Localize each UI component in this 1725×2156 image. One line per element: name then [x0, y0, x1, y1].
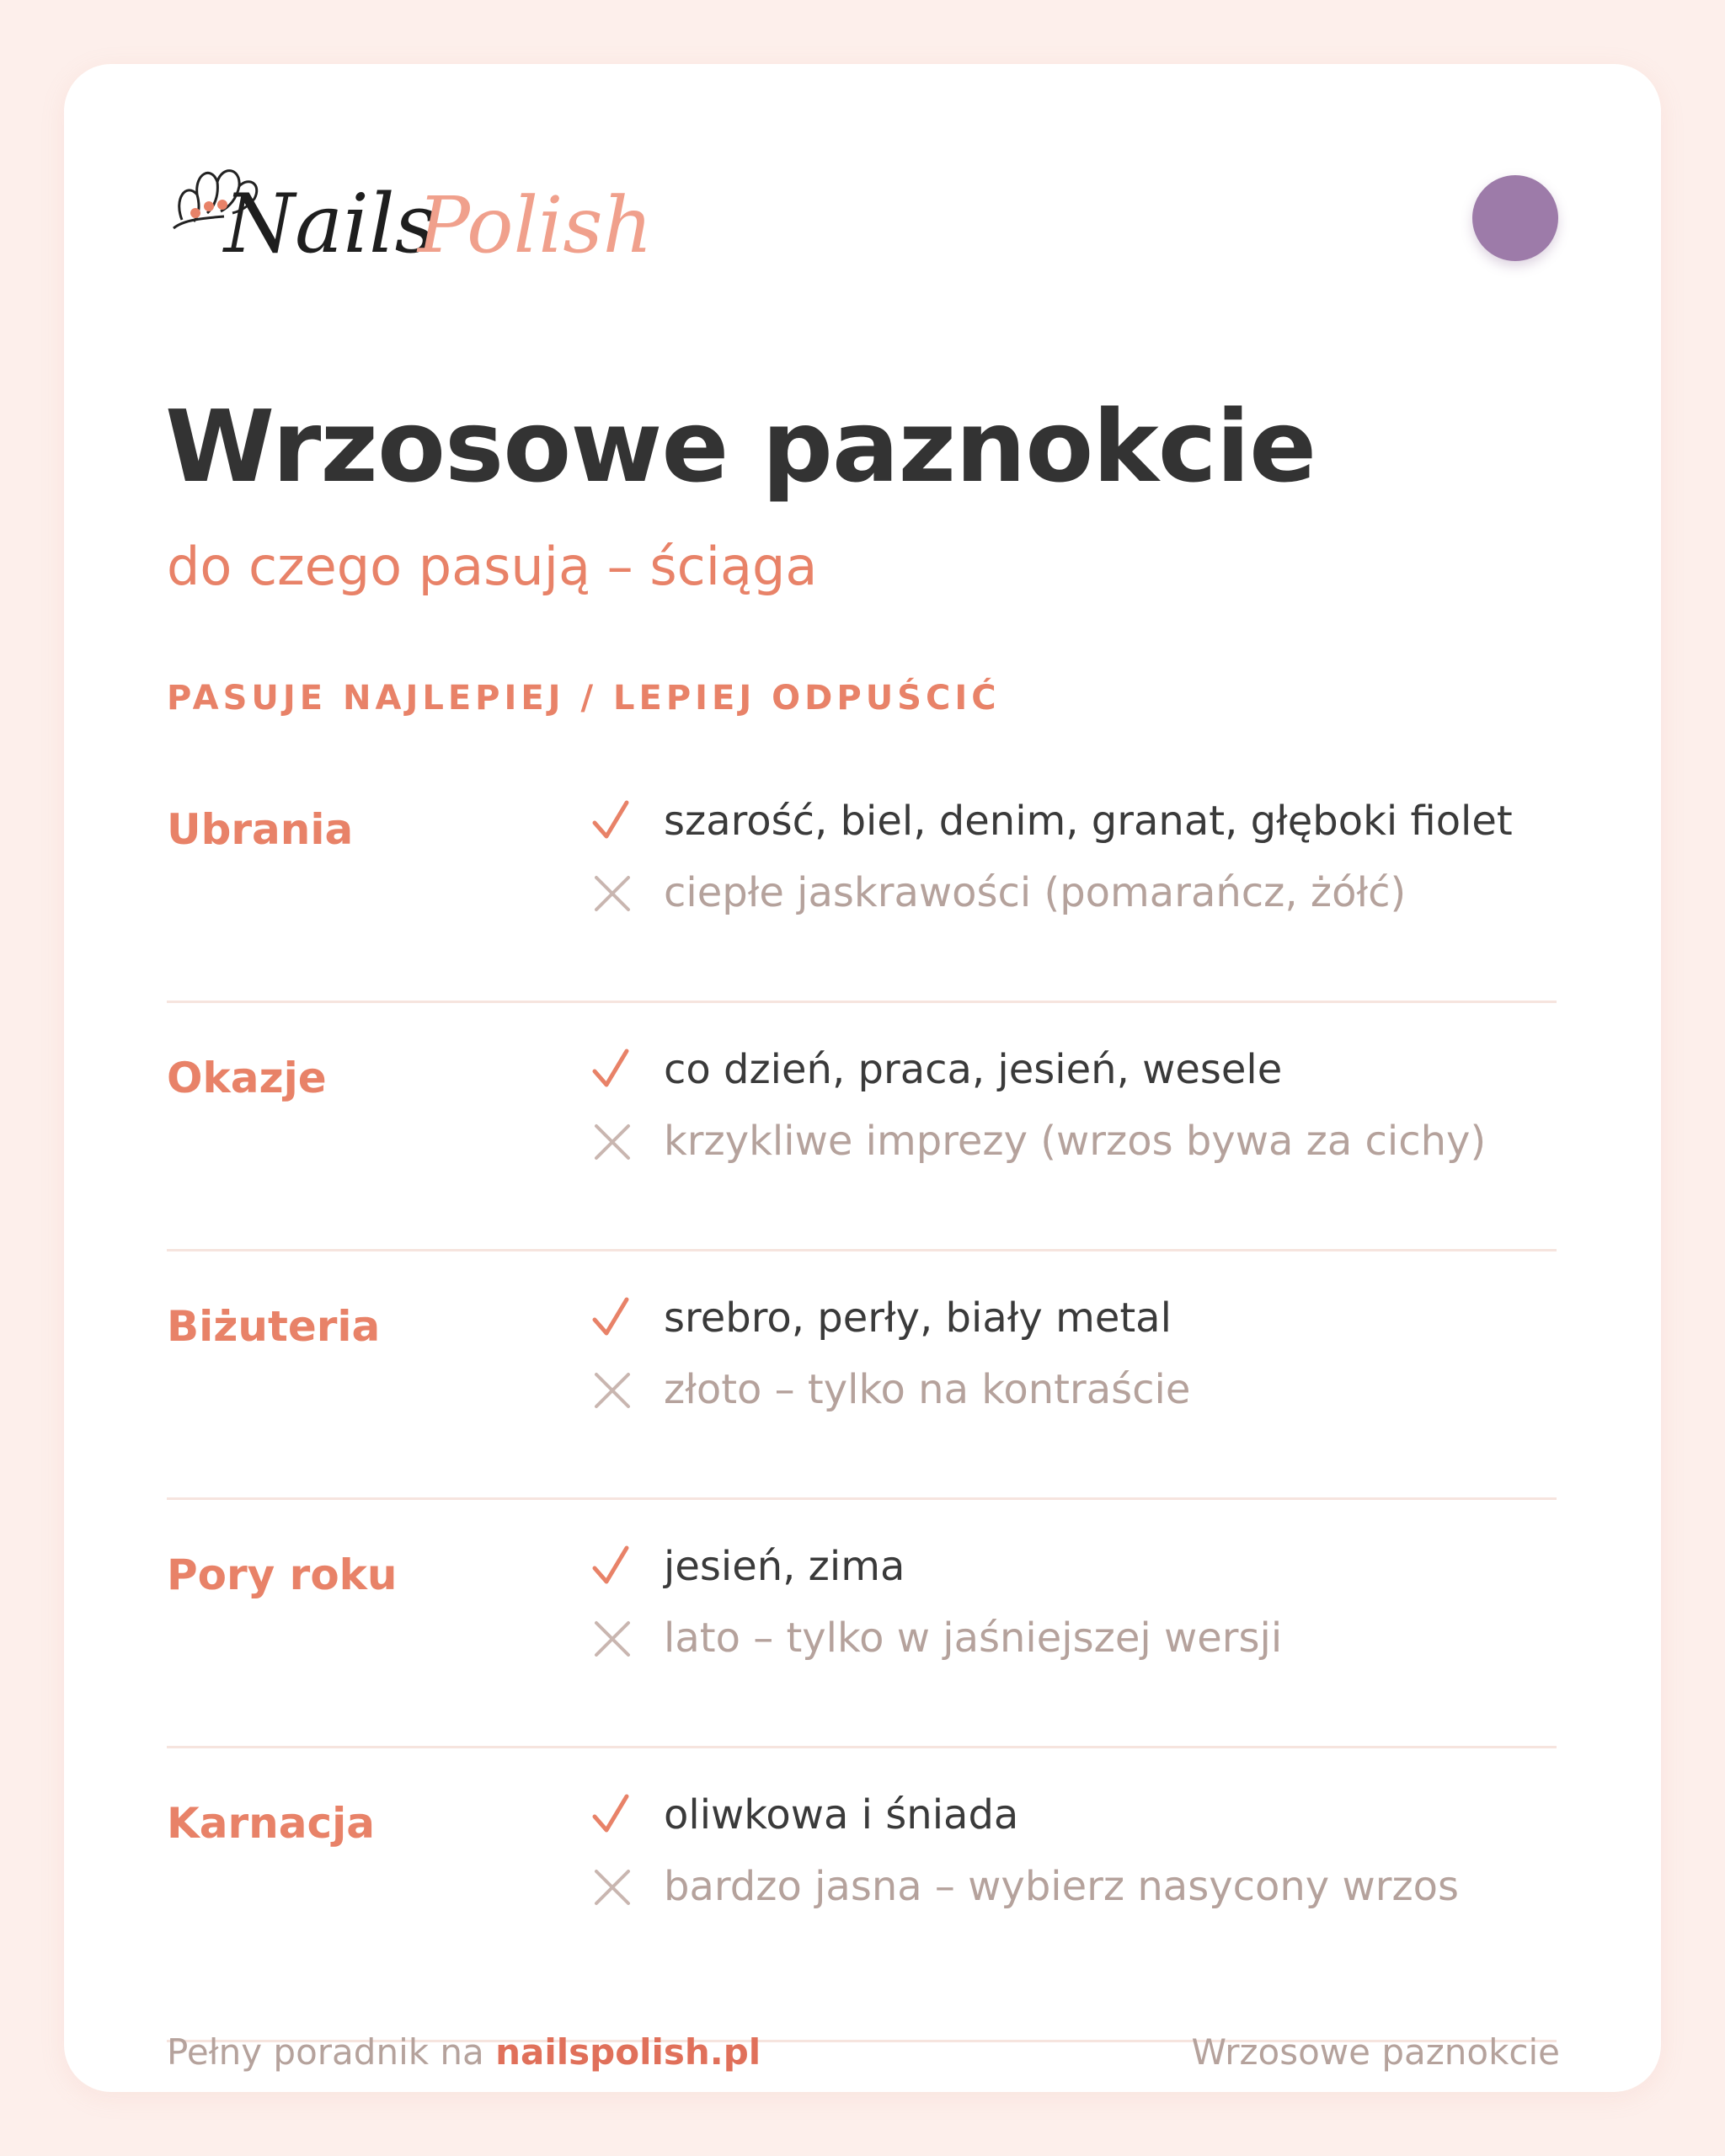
list-item	[167, 1748, 1557, 2042]
avoid-text: ciepłe jaskrawości (pomarańcz, żółć)	[664, 869, 1407, 916]
category-label: Karnacja	[167, 1799, 375, 1848]
recommended-text: szarość, biel, denim, granat, głęboki fiolet	[664, 798, 1513, 845]
check-icon	[588, 1543, 638, 1590]
footer-source	[167, 2031, 761, 2073]
recommended-text: jesień, zima	[664, 1543, 905, 1590]
cross-icon	[588, 1863, 638, 1910]
pairing-list	[167, 755, 1557, 2042]
nail-fan-icon	[165, 161, 687, 270]
svg-text:Nails: Nails	[224, 177, 436, 270]
avoid-text: krzykliwe imprezy (wrzos bywa za cichy)	[664, 1118, 1487, 1165]
section-label: PASUJE NAJLEPIEJ / LEPIEJ ODPUŚCIĆ	[167, 679, 1001, 718]
footer-title: Wrzosowe paznokcie	[1191, 2031, 1560, 2073]
svg-text:Polish: Polish	[418, 180, 653, 270]
footer-prefix: Pełny poradnik na	[167, 2031, 496, 2073]
check-icon	[588, 1046, 638, 1093]
avoid-text: bardzo jasna – wybierz nasycony wrzos	[664, 1863, 1460, 1910]
website-link[interactable]: nailspolish.pl	[495, 2031, 761, 2073]
recommended-text: co dzień, praca, jesień, wesele	[664, 1046, 1283, 1093]
category-label: Okazje	[167, 1054, 327, 1102]
list-item	[167, 755, 1557, 1003]
recommended-text: srebro, perły, biały metal	[664, 1294, 1172, 1342]
cross-icon	[588, 869, 638, 916]
color-swatch	[1472, 175, 1558, 261]
cross-icon	[588, 1118, 638, 1165]
avoid-text: złoto – tylko na kontraście	[664, 1366, 1191, 1413]
list-item	[167, 1003, 1557, 1251]
cross-icon	[588, 1614, 638, 1662]
avoid-text: lato – tylko w jaśniejszej wersji	[664, 1614, 1283, 1662]
cheat-sheet-card	[64, 64, 1661, 2092]
list-item	[167, 1500, 1557, 1748]
brand-logo	[165, 161, 687, 270]
category-label: Pory roku	[167, 1550, 398, 1599]
recommended-text: oliwkowa i śniada	[664, 1791, 1019, 1838]
page-title: Wrzosowe paznokcie	[165, 388, 1316, 504]
check-icon	[588, 1791, 638, 1838]
check-icon	[588, 1294, 638, 1342]
page-subtitle: do czego pasują – ściąga	[167, 536, 818, 597]
category-label: Ubrania	[167, 805, 354, 854]
cross-icon	[588, 1366, 638, 1413]
category-label: Biżuteria	[167, 1302, 381, 1351]
check-icon	[588, 798, 638, 845]
list-item	[167, 1251, 1557, 1500]
